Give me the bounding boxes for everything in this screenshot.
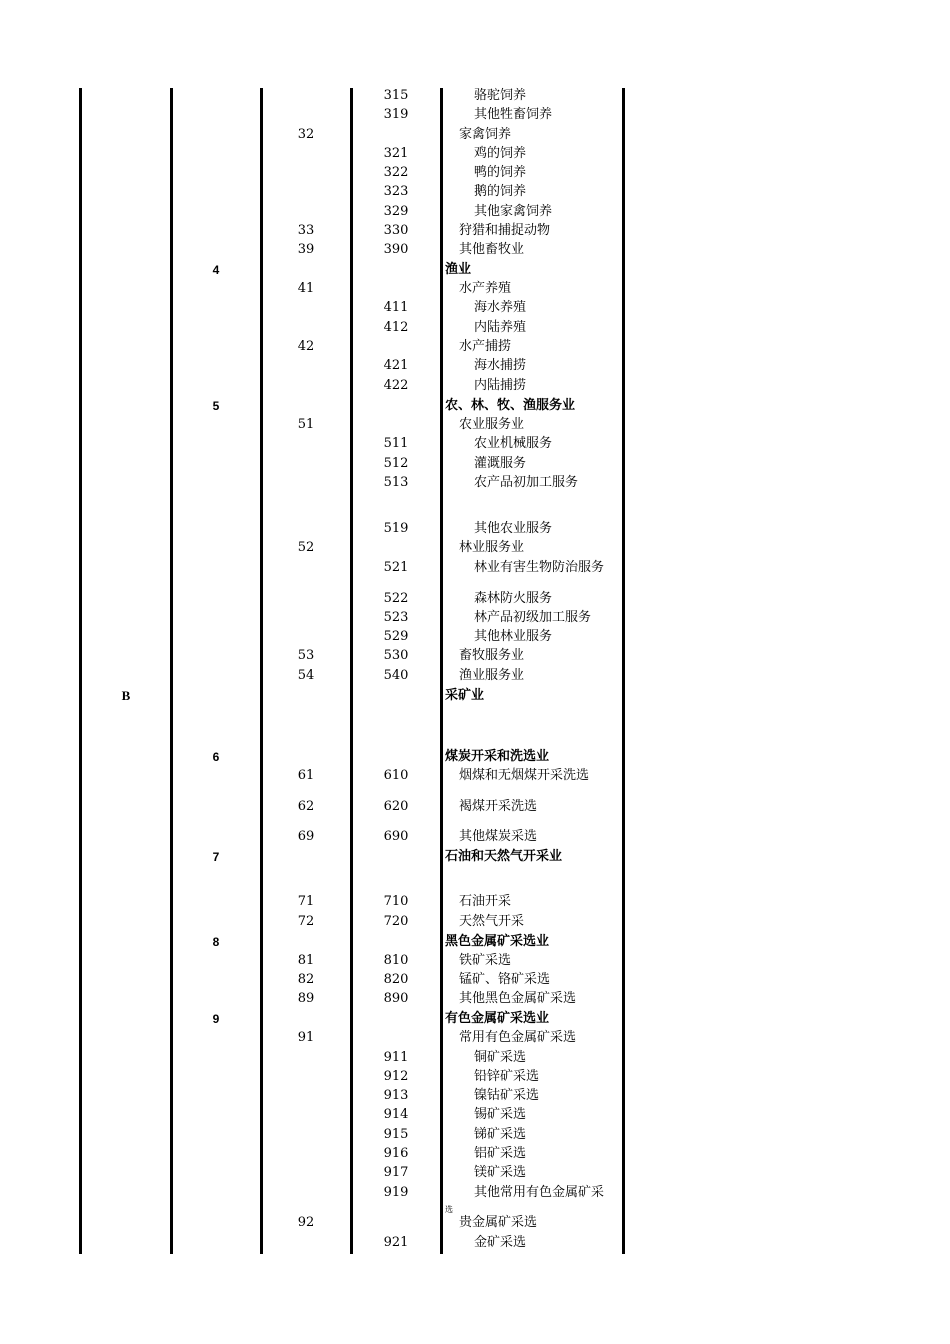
category-name: 锡矿采选	[474, 1107, 527, 1122]
table-row	[0, 221, 950, 241]
category-name: 林产品初级加工服务	[474, 610, 592, 625]
category-name: 农产品初加工服务	[474, 475, 579, 490]
table-row	[0, 1144, 950, 1164]
category-name: 煤炭开采和洗选业	[445, 749, 550, 764]
table-row	[0, 1009, 950, 1029]
class-code: 915	[383, 1127, 409, 1142]
division-code: 5	[212, 399, 220, 413]
category-name: 镍钴矿采选	[474, 1088, 540, 1103]
category-name: 铜矿采选	[474, 1050, 527, 1065]
overflow-fragment: 选	[445, 1205, 453, 1214]
table-row	[0, 970, 950, 990]
table-row	[0, 86, 950, 106]
group-code: 72	[297, 914, 315, 929]
group-code: 92	[297, 1215, 315, 1230]
class-code: 323	[383, 184, 409, 199]
table-row	[0, 125, 950, 145]
class-code: 412	[383, 320, 409, 335]
table-row	[0, 356, 950, 376]
table-row	[0, 892, 950, 912]
group-code: 62	[297, 799, 315, 814]
category-name: 海水捕捞	[474, 358, 527, 373]
table-row	[0, 1125, 950, 1145]
group-code: 51	[297, 417, 315, 432]
table-row	[0, 608, 950, 628]
class-code: 916	[383, 1146, 409, 1161]
group-code: 39	[297, 242, 315, 257]
table-row	[0, 1213, 950, 1233]
group-code: 32	[297, 127, 315, 142]
class-code: 530	[383, 648, 409, 663]
class-code: 411	[383, 300, 409, 315]
category-name: 农业服务业	[459, 417, 525, 432]
table-row	[0, 827, 950, 847]
table-row	[0, 686, 950, 706]
table-row	[0, 415, 950, 435]
class-code: 523	[383, 610, 409, 625]
table-row	[0, 1105, 950, 1125]
category-name: 其他煤炭采选	[459, 829, 538, 844]
category-name: 褐煤开采洗选	[459, 799, 538, 814]
group-code: 82	[297, 972, 315, 987]
table-row	[0, 1086, 950, 1106]
table-row	[0, 797, 950, 817]
class-code: 919	[383, 1185, 409, 1200]
category-name: 渔业服务业	[459, 668, 525, 683]
class-code: 610	[383, 768, 409, 783]
class-code: 329	[383, 204, 409, 219]
category-name: 石油和天然气开采业	[445, 849, 563, 864]
table-row	[0, 951, 950, 971]
table-row	[0, 932, 950, 952]
class-code: 810	[383, 953, 409, 968]
class-code: 913	[383, 1088, 409, 1103]
table-row	[0, 337, 950, 357]
category-name: 黑色金属矿采选业	[445, 934, 550, 949]
table-row	[0, 589, 950, 609]
class-code: 710	[383, 894, 409, 909]
category-name: 农、林、牧、渔服务业	[445, 398, 576, 413]
class-code: 511	[383, 436, 409, 451]
class-code: 390	[383, 242, 409, 257]
table-row	[0, 1048, 950, 1068]
group-code: 61	[297, 768, 315, 783]
category-name: 海水养殖	[474, 300, 527, 315]
group-code: 89	[297, 991, 315, 1006]
category-name: 骆驼饲养	[474, 88, 527, 103]
category-name: 石油开采	[459, 894, 512, 909]
table-row	[0, 298, 950, 318]
class-code: 521	[383, 560, 409, 575]
class-code: 512	[383, 456, 409, 471]
group-code: 33	[297, 223, 315, 238]
class-code: 912	[383, 1069, 409, 1084]
table-row	[0, 989, 950, 1009]
table-row	[0, 766, 950, 786]
table-row	[0, 558, 950, 578]
class-code: 820	[383, 972, 409, 987]
class-code: 321	[383, 146, 409, 161]
table-row	[0, 519, 950, 539]
section-code: B	[121, 688, 131, 703]
category-name: 林业有害生物防治服务	[474, 560, 605, 575]
class-code: 720	[383, 914, 409, 929]
category-name: 其他畜牧业	[459, 242, 525, 257]
division-code: 6	[212, 750, 220, 764]
table-row	[0, 1183, 950, 1203]
table-row	[0, 318, 950, 338]
table-row	[0, 396, 950, 416]
category-name: 狩猎和捕捉动物	[459, 223, 551, 238]
category-name: 贵金属矿采选	[459, 1215, 538, 1230]
class-code: 914	[383, 1107, 409, 1122]
table-row	[0, 144, 950, 164]
class-code: 522	[383, 591, 409, 606]
class-code: 422	[383, 378, 409, 393]
class-code: 690	[383, 829, 409, 844]
table-row	[0, 538, 950, 558]
group-code: 71	[297, 894, 315, 909]
table-row	[0, 105, 950, 125]
group-code: 54	[297, 668, 315, 683]
category-name: 森林防火服务	[474, 591, 553, 606]
category-name: 镁矿采选	[474, 1165, 527, 1180]
table-row	[0, 847, 950, 867]
category-name: 其他黑色金属矿采选	[459, 991, 577, 1006]
table-row	[0, 182, 950, 202]
class-code: 322	[383, 165, 409, 180]
class-code: 330	[383, 223, 409, 238]
category-name: 其他林业服务	[474, 629, 553, 644]
category-name: 鸡的饲养	[474, 146, 527, 161]
class-code: 529	[383, 629, 409, 644]
class-code: 540	[383, 668, 409, 683]
table-row	[0, 260, 950, 280]
category-name: 铁矿采选	[459, 953, 512, 968]
table-row	[0, 1067, 950, 1087]
class-code: 917	[383, 1165, 409, 1180]
table-row	[0, 454, 950, 474]
class-code: 421	[383, 358, 409, 373]
category-name: 锑矿采选	[474, 1127, 527, 1142]
category-name: 内陆捕捞	[474, 378, 527, 393]
class-code: 921	[383, 1235, 409, 1250]
table-row	[0, 1163, 950, 1183]
category-name: 采矿业	[445, 688, 485, 703]
category-name: 天然气开采	[459, 914, 525, 929]
category-name: 其他常用有色金属矿采	[474, 1185, 605, 1200]
group-code: 81	[297, 953, 315, 968]
division-code: 8	[212, 935, 220, 949]
category-name: 家禽饲养	[459, 127, 512, 142]
category-name: 鸭的饲养	[474, 165, 527, 180]
table-row	[0, 376, 950, 396]
class-code: 519	[383, 521, 409, 536]
group-code: 52	[297, 540, 315, 555]
category-name: 其他农业服务	[474, 521, 553, 536]
category-name: 林业服务业	[459, 540, 525, 555]
division-code: 4	[212, 263, 220, 277]
category-name: 畜牧服务业	[459, 648, 525, 663]
category-name: 水产捕捞	[459, 339, 512, 354]
class-code: 911	[383, 1050, 409, 1065]
class-code: 315	[383, 88, 409, 103]
category-name: 铝矿采选	[474, 1146, 527, 1161]
group-code: 42	[297, 339, 315, 354]
category-name: 水产养殖	[459, 281, 512, 296]
table-row	[0, 912, 950, 932]
table-row	[0, 666, 950, 686]
group-code: 91	[297, 1030, 315, 1045]
category-name: 灌溉服务	[474, 456, 527, 471]
category-name: 常用有色金属矿采选	[459, 1030, 577, 1045]
class-code: 620	[383, 799, 409, 814]
category-name: 鹅的饲养	[474, 184, 527, 199]
category-name: 农业机械服务	[474, 436, 553, 451]
group-code: 41	[297, 281, 315, 296]
class-code: 513	[383, 475, 409, 490]
division-code: 9	[212, 1012, 220, 1026]
category-name: 金矿采选	[474, 1235, 527, 1250]
table-row	[0, 747, 950, 767]
category-name: 铅锌矿采选	[474, 1069, 540, 1084]
table-row	[0, 1233, 950, 1253]
group-code: 53	[297, 648, 315, 663]
table-row	[0, 627, 950, 647]
division-code: 7	[212, 850, 220, 864]
table-row	[0, 163, 950, 183]
category-name: 其他家禽饲养	[474, 204, 553, 219]
table-row	[0, 434, 950, 454]
category-name: 渔业	[445, 262, 472, 277]
table-row	[0, 240, 950, 260]
group-code: 69	[297, 829, 315, 844]
table-row	[0, 646, 950, 666]
table-row	[0, 1028, 950, 1048]
category-name: 锰矿、铬矿采选	[459, 972, 551, 987]
category-name: 内陆养殖	[474, 320, 527, 335]
table-row	[0, 202, 950, 222]
table-row	[0, 279, 950, 299]
category-name: 其他牲畜饲养	[474, 107, 553, 122]
category-name: 烟煤和无烟煤开采洗选	[459, 768, 590, 783]
category-name: 有色金属矿采选业	[445, 1011, 550, 1026]
class-code: 890	[383, 991, 409, 1006]
class-code: 319	[383, 107, 409, 122]
table-row	[0, 473, 950, 493]
